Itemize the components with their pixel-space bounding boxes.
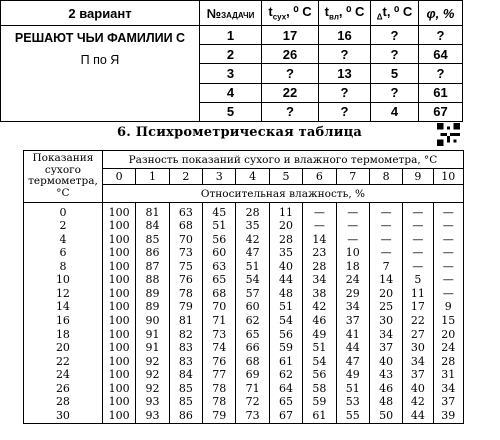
humidity-cell: 54 (269, 315, 302, 329)
task-num: 1 (200, 26, 262, 45)
dry-temperature-cell: 26 (24, 382, 103, 396)
humidity-cell: 72 (236, 396, 269, 410)
humidity-cell: 22 (403, 315, 433, 329)
humidity-cell: 55 (336, 409, 369, 423)
humidity-cell: 86 (169, 409, 202, 423)
humidity-cell: 83 (169, 342, 202, 356)
humidity-cell: 44 (269, 274, 302, 288)
humidity-cell: 62 (236, 315, 269, 329)
humidity-cell: 100 (102, 382, 135, 396)
header-dt-sub: Δ (376, 12, 383, 22)
humidity-cell: 76 (203, 355, 236, 369)
humidity-cell: — (433, 203, 463, 220)
humidity-cell: 28 (303, 260, 336, 274)
humidity-cell: 89 (136, 301, 169, 315)
humidity-cell: 71 (203, 315, 236, 329)
dry-temperature-cell: 6 (24, 247, 103, 261)
humidity-cell: 56 (303, 369, 336, 383)
humidity-cell: 100 (102, 274, 135, 288)
difference-value: 7 (336, 169, 369, 185)
header-num (200, 1, 262, 26)
humidity-cell: — (303, 203, 336, 220)
humidity-cell: 59 (269, 342, 302, 356)
humidity-cell: 85 (169, 396, 202, 410)
humidity-cell: 24 (433, 342, 463, 356)
humidity-cell: — (433, 220, 463, 234)
humidity-cell: 45 (203, 203, 236, 220)
humidity-cell: — (336, 233, 369, 247)
humidity-cell: 40 (403, 382, 433, 396)
task-row (1, 26, 463, 45)
humidity-cell: 42 (303, 301, 336, 315)
humidity-cell: 70 (169, 233, 202, 247)
humidity-cell: — (369, 233, 402, 247)
table-row (24, 220, 464, 234)
task-dt: ? (371, 83, 419, 102)
difference-value: 5 (269, 169, 302, 185)
humidity-cell: 100 (102, 287, 135, 301)
humidity-cell: 34 (433, 382, 463, 396)
humidity-cell: 73 (169, 247, 202, 261)
humidity-cell: 51 (236, 260, 269, 274)
humidity-cell: 30 (403, 342, 433, 356)
task-header-row (1, 1, 463, 26)
task-t-dry: 17 (262, 26, 319, 45)
humidity-cell: 78 (203, 396, 236, 410)
table-row (24, 328, 464, 342)
humidity-cell: 67 (269, 409, 302, 423)
humidity-cell: 93 (136, 396, 169, 410)
humidity-cell: — (433, 274, 463, 288)
humidity-cell: 100 (102, 247, 135, 261)
dry-temperature-cell: 14 (24, 301, 103, 315)
humidity-cell: 63 (169, 203, 202, 220)
instruction-line: РЕШАЮТ ЧЬИ ФАМИЛИИ С (14, 31, 186, 45)
humidity-cell: 46 (369, 382, 402, 396)
humidity-cell: 18 (336, 260, 369, 274)
humidity-cell: 47 (336, 355, 369, 369)
humidity-cell: 20 (369, 287, 402, 301)
humidity-cell: 75 (169, 260, 202, 274)
humidity-cell: 25 (369, 301, 402, 315)
humidity-cell: 60 (236, 301, 269, 315)
instruction-cell (1, 26, 200, 122)
dry-temperature-cell: 10 (24, 274, 103, 288)
humidity-cell: 83 (169, 355, 202, 369)
header-dt-t: t, ⁰ С (382, 4, 413, 20)
humidity-cell: 93 (136, 409, 169, 423)
humidity-cell: 56 (269, 328, 302, 342)
header-dt (371, 1, 419, 26)
humidity-cell: 78 (203, 382, 236, 396)
table-row (24, 301, 464, 315)
humidity-cell: — (433, 287, 463, 301)
task-phi: ? (419, 64, 463, 83)
humidity-cell: 31 (433, 369, 463, 383)
instruction-line: П по Я (80, 53, 120, 67)
dry-temperature-cell: 24 (24, 369, 103, 383)
task-t-dry: 22 (262, 83, 319, 102)
humidity-cell: 38 (303, 287, 336, 301)
humidity-cell: 57 (236, 287, 269, 301)
humidity-cell: 92 (136, 369, 169, 383)
task-dt: 5 (371, 64, 419, 83)
humidity-cell: — (303, 220, 336, 234)
humidity-cell: 92 (136, 355, 169, 369)
dry-temperature-cell: 4 (24, 233, 103, 247)
humidity-cell: 34 (303, 274, 336, 288)
humidity-cell: 91 (136, 328, 169, 342)
table-row (24, 382, 464, 396)
dry-header-line: Показания (32, 152, 94, 164)
table-row (24, 369, 464, 383)
humidity-cell: 100 (102, 369, 135, 383)
humidity-cell: 81 (136, 203, 169, 220)
task-num: 5 (200, 102, 262, 121)
humidity-cell: 81 (169, 315, 202, 329)
humidity-cell: — (433, 247, 463, 261)
humidity-cell: 29 (336, 287, 369, 301)
humidity-cell: — (433, 233, 463, 247)
humidity-cell: 65 (236, 328, 269, 342)
dry-temperature-cell: 22 (24, 355, 103, 369)
humidity-cell: 65 (203, 274, 236, 288)
header-t-wet-unit: , ⁰ С (338, 4, 365, 20)
variant-label: 2 вариант (1, 1, 200, 26)
humidity-cell: 51 (303, 342, 336, 356)
humidity-cell: — (336, 220, 369, 234)
humidity-cell: 10 (336, 247, 369, 261)
humidity-cell: 41 (336, 328, 369, 342)
table-row (24, 247, 464, 261)
task-t-wet: ? (319, 83, 371, 102)
task-num: 4 (200, 83, 262, 102)
humidity-cell: 37 (433, 396, 463, 410)
task-phi: 67 (419, 102, 463, 121)
header-t-dry-sub: сух (272, 12, 287, 22)
difference-value: 9 (403, 169, 433, 185)
difference-value: 6 (303, 169, 336, 185)
task-table (0, 0, 463, 122)
humidity-cell: 28 (433, 355, 463, 369)
header-t-dry-unit: , ⁰ С (286, 4, 312, 20)
humidity-cell: 51 (336, 382, 369, 396)
humidity-cell: 9 (433, 301, 463, 315)
humidity-cell: — (403, 220, 433, 234)
humidity-cell: 28 (236, 203, 269, 220)
humidity-cell: 53 (336, 396, 369, 410)
task-t-wet: 16 (319, 26, 371, 45)
humidity-cell: 35 (236, 220, 269, 234)
task-t-dry: ? (262, 102, 319, 121)
table-row (24, 287, 464, 301)
dry-temperature-cell: 2 (24, 220, 103, 234)
humidity-cell: 5 (403, 274, 433, 288)
humidity-cell: 100 (102, 233, 135, 247)
humidity-cell: 28 (269, 233, 302, 247)
dry-header-line: °С (56, 186, 70, 199)
humidity-cell: 87 (136, 260, 169, 274)
humidity-cell: 46 (303, 315, 336, 329)
table-row (24, 203, 464, 220)
task-num: 2 (200, 45, 262, 64)
humidity-cell: 100 (102, 342, 135, 356)
task-dt: ? (371, 45, 419, 64)
table-row (24, 260, 464, 274)
humidity-cell: 82 (169, 328, 202, 342)
dry-temperature-cell: 16 (24, 315, 103, 329)
difference-value: 10 (433, 169, 463, 185)
humidity-cell: 14 (369, 274, 402, 288)
humidity-cell: 34 (369, 328, 402, 342)
humidity-cell: — (433, 260, 463, 274)
table-row (24, 409, 464, 423)
humidity-cell: 42 (236, 233, 269, 247)
humidity-cell: 69 (236, 369, 269, 383)
humidity-cell: 20 (269, 220, 302, 234)
task-t-dry: 26 (262, 45, 319, 64)
humidity-cell: 24 (336, 274, 369, 288)
humidity-cell: 100 (102, 315, 135, 329)
dry-temperature-cell: 28 (24, 396, 103, 410)
humidity-cell: 59 (303, 396, 336, 410)
humidity-cell: 14 (303, 233, 336, 247)
humidity-cell: 100 (102, 203, 135, 220)
humidity-cell: 43 (369, 369, 402, 383)
header-t-dry-t: t (268, 4, 273, 20)
task-dt: ? (371, 26, 419, 45)
humidity-cell: 77 (203, 369, 236, 383)
difference-value: 1 (136, 169, 169, 185)
difference-value: 3 (203, 169, 236, 185)
humidity-cell: 42 (403, 396, 433, 410)
table-row (24, 355, 464, 369)
humidity-cell: 89 (136, 287, 169, 301)
humidity-cell: — (369, 220, 402, 234)
humidity-cell: 78 (169, 287, 202, 301)
header-t-wet (319, 1, 371, 26)
humidity-cell: 100 (102, 355, 135, 369)
task-t-wet: ? (319, 102, 371, 121)
table-row (24, 342, 464, 356)
humidity-cell: 17 (403, 301, 433, 315)
header-t-dry (262, 1, 319, 26)
humidity-cell: 74 (203, 342, 236, 356)
header-num-small: ЗАДАЧИ (221, 10, 255, 20)
task-t-wet: ? (319, 45, 371, 64)
humidity-cell: 100 (102, 409, 135, 423)
table-row (24, 274, 464, 288)
humidity-cell: 79 (169, 301, 202, 315)
dry-header-line: сухого (44, 163, 81, 176)
humidity-cell: — (403, 260, 433, 274)
difference-value: 4 (236, 169, 269, 185)
humidity-cell: — (369, 247, 402, 261)
difference-value: 2 (169, 169, 202, 185)
task-t-wet: 13 (319, 64, 371, 83)
section-title: 6. Психрометрическая таблица (117, 125, 363, 140)
humidity-cell: 90 (136, 315, 169, 329)
humidity-cell: 100 (102, 328, 135, 342)
humidity-cell: 68 (236, 355, 269, 369)
humidity-cell: 40 (369, 355, 402, 369)
humidity-cell: 51 (203, 220, 236, 234)
dry-temperature-cell: 20 (24, 342, 103, 356)
humidity-cell: 70 (203, 301, 236, 315)
humidity-cell: 64 (269, 382, 302, 396)
humidity-cell: 30 (369, 315, 402, 329)
humidity-cell: 79 (203, 409, 236, 423)
humidity-cell: — (369, 203, 402, 220)
header-t-wet-sub: вл (329, 12, 339, 22)
humidity-cell: 58 (303, 382, 336, 396)
task-num: 3 (200, 64, 262, 83)
humidity-cell: 54 (236, 274, 269, 288)
humidity-cell: 61 (269, 355, 302, 369)
task-t-dry: ? (262, 64, 319, 83)
humidity-cell: 88 (136, 274, 169, 288)
humidity-cell: 65 (269, 396, 302, 410)
humidity-cell: 84 (136, 220, 169, 234)
humidity-cell: 91 (136, 342, 169, 356)
humidity-cell: 49 (336, 369, 369, 383)
humidity-cell: 23 (303, 247, 336, 261)
dry-temperature-cell: 0 (24, 203, 103, 220)
humidity-cell: 84 (169, 369, 202, 383)
difference-value: 8 (369, 169, 402, 185)
humidity-cell: 27 (403, 328, 433, 342)
humidity-cell: 71 (236, 382, 269, 396)
humidity-cell: 68 (203, 287, 236, 301)
humidity-cell: 44 (336, 342, 369, 356)
humidity-cell: 62 (269, 369, 302, 383)
humidity-cell: 61 (303, 409, 336, 423)
humidity-cell: 39 (433, 409, 463, 423)
humidity-cell: 49 (303, 328, 336, 342)
humidity-cell: 15 (433, 315, 463, 329)
humidity-cell: 63 (203, 260, 236, 274)
humidity-cell: 76 (169, 274, 202, 288)
dry-temperature-cell: 18 (24, 328, 103, 342)
humidity-cell: 68 (169, 220, 202, 234)
humidity-cell: 50 (369, 409, 402, 423)
humidity-cell: 85 (169, 382, 202, 396)
humidity-cell: 92 (136, 382, 169, 396)
humidity-cell: 20 (433, 328, 463, 342)
humidity-cell: 35 (269, 247, 302, 261)
psy-header-row (24, 151, 464, 169)
psy-body (24, 203, 464, 424)
humidity-cell: — (336, 203, 369, 220)
humidity-cell: 100 (102, 220, 135, 234)
table-row (24, 315, 464, 329)
humidity-cell: 73 (236, 409, 269, 423)
humidity-cell: 34 (336, 301, 369, 315)
humidity-cell: 66 (236, 342, 269, 356)
humidity-cell: 37 (336, 315, 369, 329)
humidity-cell: 60 (203, 247, 236, 261)
humidity-cell: 7 (369, 260, 402, 274)
humidity-cell: 47 (236, 247, 269, 261)
header-num-symbol: № (206, 5, 222, 21)
humidity-cell: 51 (269, 301, 302, 315)
task-phi: 61 (419, 83, 463, 102)
difference-value: 0 (102, 169, 135, 185)
difference-header: Разность показаний сухого и влажного термометра, °С (102, 151, 463, 169)
humidity-cell: 54 (303, 355, 336, 369)
dry-thermometer-header (24, 151, 103, 203)
qr-code-icon (437, 123, 460, 146)
relative-humidity-header: Относительная влажность, % (102, 185, 463, 203)
humidity-cell: 85 (136, 233, 169, 247)
humidity-cell: 100 (102, 301, 135, 315)
dry-temperature-cell: 8 (24, 260, 103, 274)
humidity-cell: — (403, 203, 433, 220)
humidity-cell: 11 (403, 287, 433, 301)
task-dt: 4 (371, 102, 419, 121)
humidity-cell: 73 (203, 328, 236, 342)
table-row (24, 233, 464, 247)
header-t-wet-t: t (324, 4, 329, 20)
humidity-cell: 40 (269, 260, 302, 274)
humidity-cell: 11 (269, 203, 302, 220)
humidity-cell: 44 (403, 409, 433, 423)
task-phi: 64 (419, 45, 463, 64)
task-phi: ? (419, 26, 463, 45)
humidity-cell: — (403, 247, 433, 261)
humidity-cell: 100 (102, 260, 135, 274)
humidity-cell: 48 (369, 396, 402, 410)
humidity-cell: 100 (102, 396, 135, 410)
table-row (24, 396, 464, 410)
dry-header-line: термометра, (28, 175, 98, 187)
humidity-cell: 37 (403, 369, 433, 383)
humidity-cell: 86 (136, 247, 169, 261)
dry-temperature-cell: 30 (24, 409, 103, 423)
humidity-cell: 48 (269, 287, 302, 301)
header-phi: φ, % (419, 1, 463, 26)
humidity-cell: 56 (203, 233, 236, 247)
humidity-cell: — (403, 233, 433, 247)
psychrometric-table (23, 150, 464, 424)
humidity-cell: 34 (403, 355, 433, 369)
dry-temperature-cell: 12 (24, 287, 103, 301)
humidity-cell: 37 (369, 342, 402, 356)
